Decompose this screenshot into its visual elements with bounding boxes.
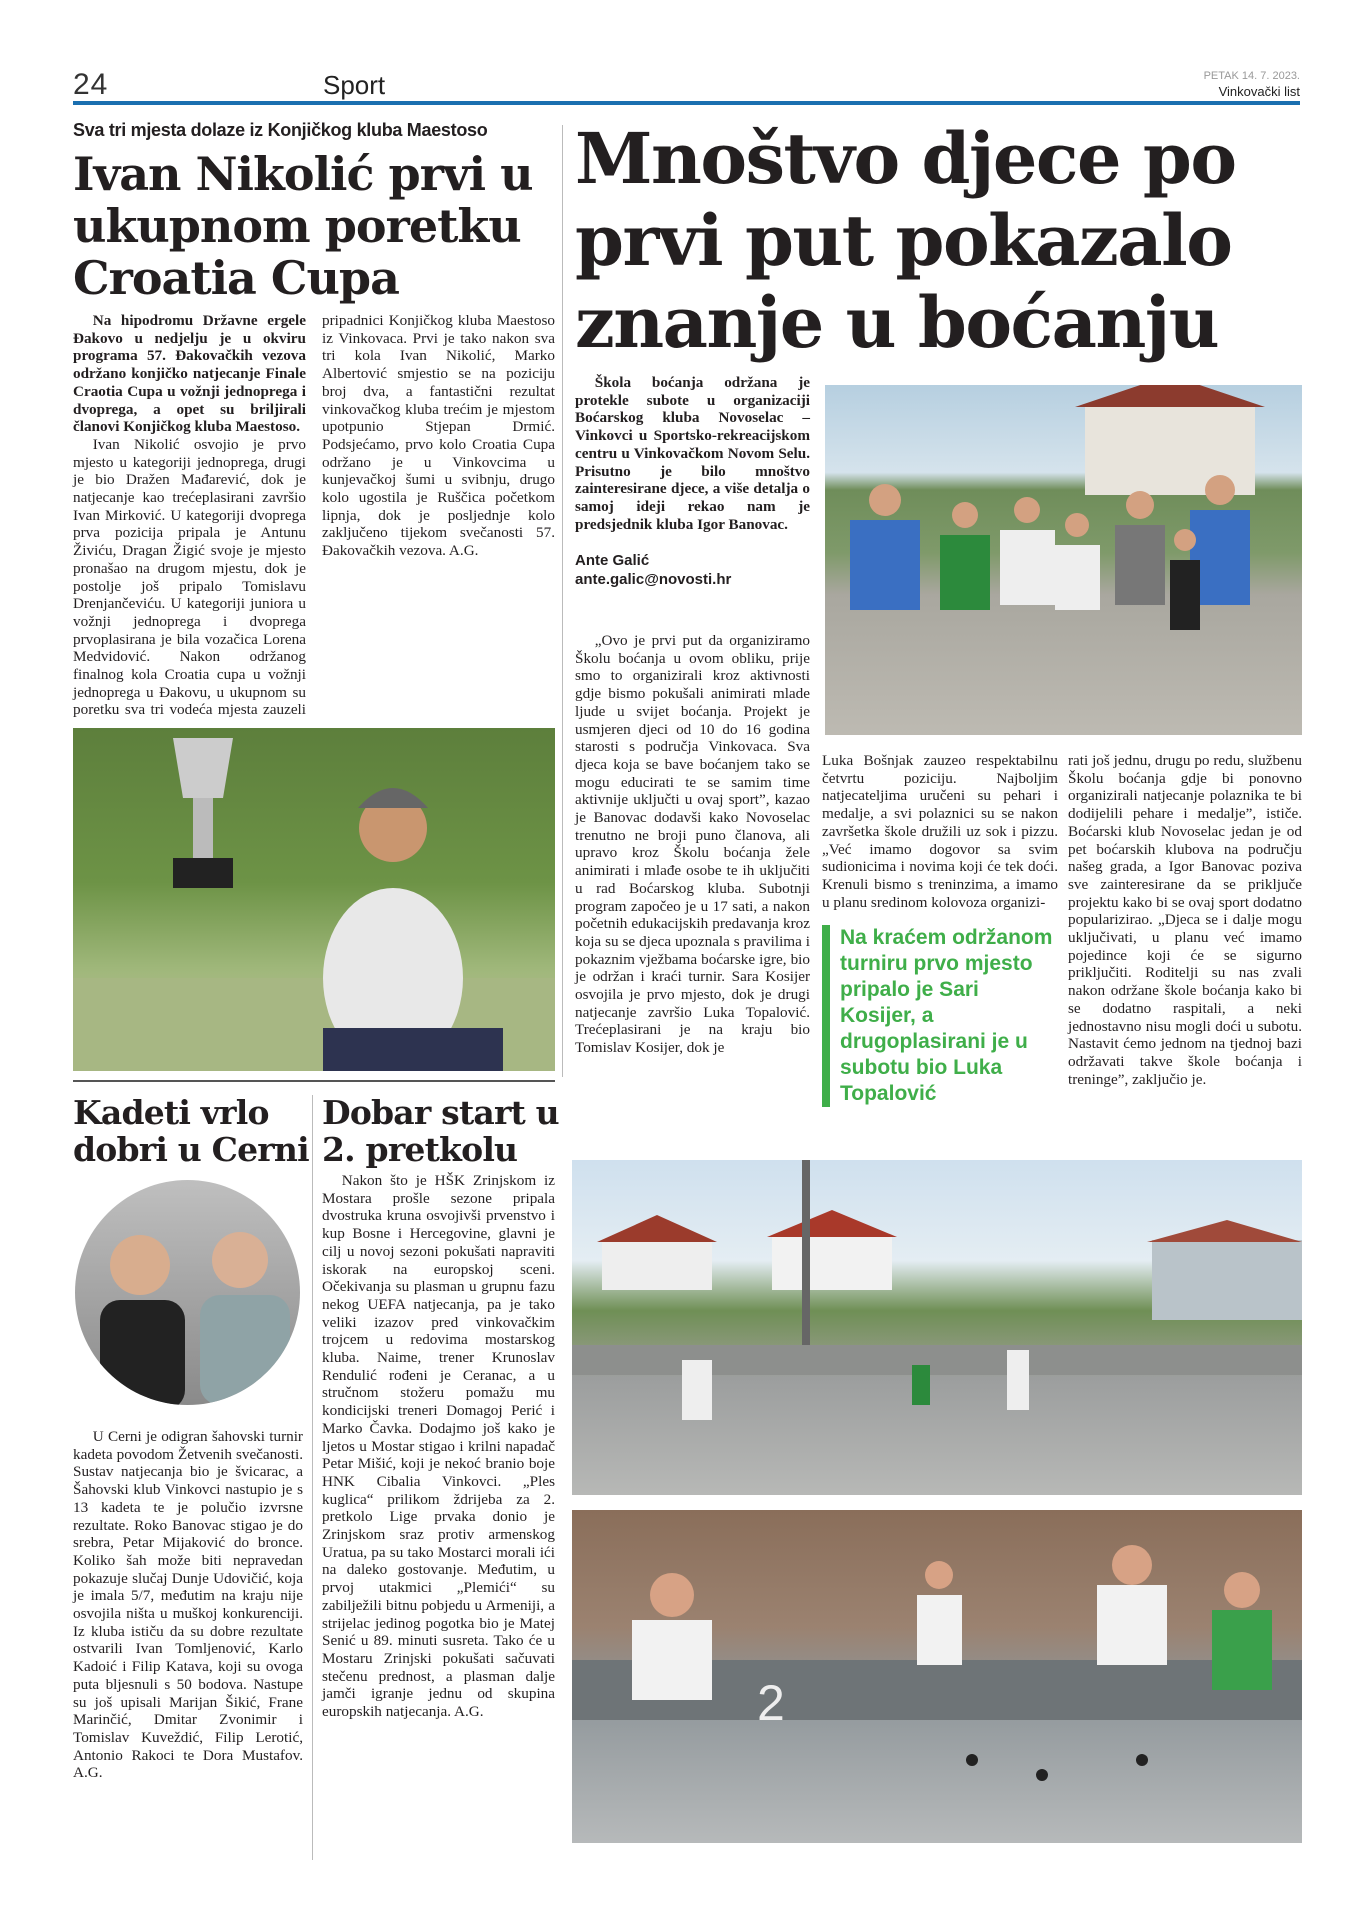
photo-illustration: [75, 1180, 300, 1405]
article-text: Luka Bošnjak zauzeo respektabilnu četvrtu poziciju. Najboljim natjecateljima uručeni su pehari i medalje, a svi polaznici su se nakon završetka škole družili uz sok i pizzu. „Već imamo dogovor sa svim sudionicima i novima koji će tek doći. Krenuli bismo s treninzima, a imamo u planu sredinom kolovoza organizi-: [822, 752, 1058, 911]
photo-illustration: [73, 728, 555, 1071]
photo-chess-cadets: [75, 1180, 300, 1405]
column-divider: [312, 1095, 313, 1860]
issue-date: PETAK 14. 7. 2023.: [1203, 70, 1300, 82]
article-body-col3: [1068, 752, 1302, 1088]
article-body-col1: [575, 632, 810, 1057]
article-body: [322, 1172, 555, 1721]
article-body: [73, 312, 555, 720]
photo-illustration: [572, 1510, 1302, 1843]
article-text: rati još jednu, drugu po redu, službenu Školu boćanja gdje bi ponovno organizirali natjecanje polaznika te bi dodijelili pehare i medalje”, ističe. Boćarski klub Novoselac jedan je od pet boćarskih klubova na području našeg grada, a Igor Banovac poziva sve zainteresirane da se priključe projektu kako bi se ovaj sport dodatno popularizirao. „Djeca se i dalje mogu uključivati, u planu već imamo pojedince koji će se sigurno priključiti. Roditelji su nas zvali nakon održane škole boćanja kako bi se dodatno raspitali, a neki jednostavno nisu mogli doći u subotu. Nastavit ćemo jednom na tjednoj bazi održavati takve škole boćanja i treninge”, zaključio je.: [1068, 752, 1302, 1088]
photo-horse-driver-trophy: [73, 728, 555, 1071]
article-lead: Škola boćanja održana je protekle subote u organizaciji Boćarskog kluba Novoselac – Vinkovci u Sportsko-rekreacijskom centru u Vinkovačkom Novom Selu. Prisutno je bilo mnoštvo zainteresirane djece, a više detalja o samoj ideji rekao nam je predsjednik kluba Igor Banovac.: [575, 374, 810, 533]
article-kicker: Sva tri mjesta dolaze iz Konjičkog kluba Maestoso: [73, 120, 488, 140]
article-lead: Na hipodromu Državne ergele Đakovo u nedjelju je u okviru programa 57. Đakovačkih vezova održano konjičko natjecanje Finale Craotia Cupa u vožnji jednoprega i dvoprega, a opet su briljirali članovi Konjičkog kluba Maestoso.: [73, 312, 306, 436]
header-rule: [73, 101, 1300, 105]
author-email[interactable]: ante.galic@novosti.hr: [575, 571, 732, 589]
article-headline: Ivan Nikolić prvi u ukupnom poretku Croatia Cupa: [73, 147, 533, 305]
article-headline: Mnoštvo djece po prvi put pokazalo znanje u boćanju: [575, 117, 1236, 364]
photo-illustration: [825, 385, 1302, 735]
article-headline: Dobar start u 2. pretkolu: [322, 1093, 559, 1169]
photo-group-children-medals: [825, 385, 1302, 735]
article-text: U Cerni je odigran šahovski turnir kadeta povodom Žetvenih svečanosti. Sustav natjecanja bio je švicarac, a Šahovski klub Vinkovci nastupio je s 13 kadeta te je polučio izvrsne rezultate. Roko Banovac stigao je do srebra, Petar Mijaković do bronce. Koliko šah može biti nepravedan pokazuje slučaj Dunje Udovičić, koja je imala 5/7, međutim na kraju nije osvojila ništa u muškoj konkurenciji. Iz kluba ističu da su dobre rezultate ostvarili Ivan Tomljenović, Karlo Kadoić i Filip Katava, koji su ovoga puta bljesnuli s 50 bodova. Nastupe su još upisali Marijan Šikić, Frane Marinčić, Dmitar Zvonimir i Tomislav Kuveždić, Filip Lerotić, Antonio Rakoci te Dora Mustafov. A.G.: [73, 1428, 303, 1782]
article-text: Ivan Nikolić osvojio je prvo mjesto u kategoriji jednoprega, drugi je bio Dražen Mađarević, dok je natjecanje kao trećeplasirani završio Ivan Mirković. U kategoriji dvoprega prva pozicija pripala je Antunu Živiću, Dragan Žigić svoje je mjesto pronašao na drugom mjestu, dok je postolje još pripalo Tomislavu Drenjančeviću. U kategoriji juniora u vožnji jednoprega i dvoprega prvoplasirana je bila vozačica Lorena Medvidović. Nakon održanog finalnog kola Croatia cupa u vožnji jednoprega u Đakovu, u ukupnom su poretku sva tri vodeća mjesta zauzeli pripadnici Konjičkog kluba Maestoso iz Vinkovaca. Prvi je tako nakon sva tri kola Ivan Nikolić, Marko Albertović smjestio se na poziciju broj dva, a fantastični rezultat vinkovačkog kluba trećim je mjestom upotpunio Stjepan Drmić. Podsjećamo, prvo kolo Croatia Cupa održano je u Vinkovcima u kunjevačkoj šumi u svibnju, drugo kolo ugostila je Ruščica početkom lipnja, dok je posljednje kolo zaključeno tijekom svečanosti 57. Đakovačkih vezova. A.G.: [73, 312, 555, 719]
section-title: Sport: [323, 70, 386, 100]
article-headline: Kadeti vrlo dobri u Cerni: [73, 1093, 309, 1169]
photo-illustration: [572, 1160, 1302, 1495]
article-body-col2: [822, 752, 1058, 1107]
article-text: „Ovo je prvi put da organiziramo Školu boćanja u ovom obliku, prije smo to organizirali kroz aktivnosti gdje bismo pokušali animirati mlade ljude u svijet boćanja. Projekt je usmjeren djeci od 10 do 16 godina starosti s područja Vinkovaca. Sva djeca koja se bave boćanjem tako se mogu educirati te se samim time aktivnije uključti u ovaj sport”, kazao je Banovac dodavši kako Novoselac trenutno ne broji puno članova, ali upravo kroz Školu boćanja žele animirati i mlađe osobe te ih uključiti u rad Boćarskog kluba. Subotnji program započeo je u 17 sati, a nakon početnih edukacijskih predavanja kroz koja su se djeca upoznala s pravilima i pokaznim vježbama boćarske igre, bio je održan i kraći turnir. Sara Kosijer osvojila je prvo mjesto, dok je drugi natjecanje završio Luka Topalović. Trećeplasirani je na kraju bio Tomislav Kosijer, dok je: [575, 632, 810, 1057]
page-number: 24: [73, 68, 109, 101]
pull-quote: Na kraćem održanom turniru prvo mjesto pripalo je Sari Kosijer, a drugoplasirani je u subotu bio Luka Topalović: [822, 925, 1058, 1107]
author-name: Ante Galić: [575, 552, 650, 570]
photo-bocanje-court: [572, 1160, 1302, 1495]
article-intro: [575, 374, 810, 589]
photo-children-playing-bocanje: [572, 1510, 1302, 1843]
newspaper-name: Vinkovački list: [1218, 84, 1300, 99]
svg-text:2: 2: [757, 1675, 785, 1731]
section-divider: [73, 1080, 555, 1082]
article-body: [73, 1428, 303, 1782]
article-text: Nakon što je HŠK Zrinjskom iz Mostara prošle sezone pripala dvostruka kruna osvojivši prvenstvo i kup Bosne i Hercegovine, glavni je cilj u novoj sezoni pokušati napraviti iskorak na europskoj sceni. Očekivanja su plasman u grupnu fazu nekog UEFA natjecanja, pa je tako veliki izazov pred vinkovačkim trojcem u redovima mostarskog kluba. Naime, trener Krunoslav Rendulić rođeni je Ceranac, a u stručnom stožeru pomažu mu kondicijski treneri Domagoj Perić i Marko Čavka. Dodajmo još kako je ljetos u Mostar stigao i krilni napadač Petar Mišić, koji je nekoć branio boje HNK Cibalia Vinkovci. „Ples kuglica“ prilikom ždrijeba za 2. pretkolo Lige prvaka donio je Zrinjskom sraz protiv armenskog Uratua, pa su tako Mostarci morali ići na daleko gostovanje. Međutim, u prvoj utakmici „Plemići“ su zabilježili bitnu pobjedu u Armeniji, a strijelac jedinog pogotka bio je Matej Senić u 89. minuti susreta. Tako će u Mostaru Zrinjski pokušati sačuvati stečenu prednost, a plasman dalje jamči igranje jednu od skupina europskih natjecanja. A.G.: [322, 1172, 555, 1721]
